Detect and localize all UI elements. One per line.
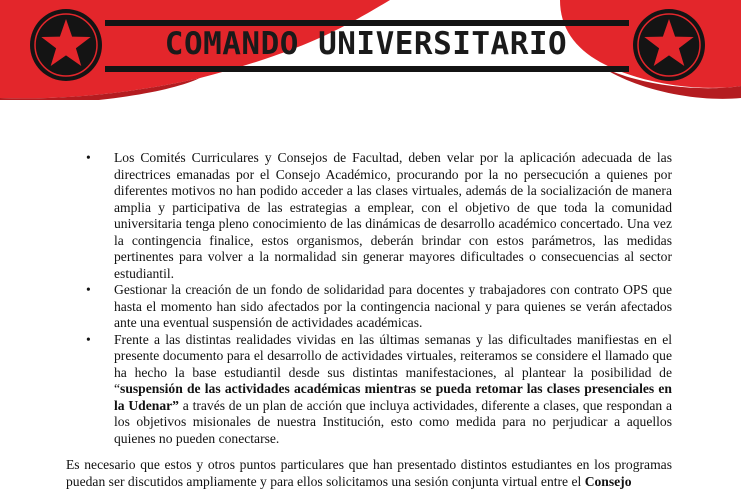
header-banner — [0, 0, 741, 100]
list-item-text: Los Comités Curriculares y Consejos de Facultad, deben velar por la aplicación adecuada de las directrices emanadas por el Consejo Académico, procurando por la no persecución a quienes por diferentes motivos no han podido acceder a las clases virtuales, además de la socialización de manera amplia y participativa de las estrategias a emplear, con el objetivo de que toda la comunidad universitaria tenga pleno conocimiento de las dinámicas de desarrollo académico concertado. Una vez la contingencia finalice, estos organismos, deberán brindar con estos parámetros, las medidas pertinentes para volver a la normalidad sin generar mayores dificultades o consecuencias al sector estudiantil. — [114, 150, 672, 281]
list-item-text-bold: suspensión de las actividades académicas mientras se pueda retomar las clases presenciales en la Udenar” — [114, 381, 672, 413]
title-bottom-rule — [105, 66, 629, 72]
left-star-emblem — [30, 9, 102, 81]
bullet-icon: • — [86, 282, 91, 297]
page-title: COMANDO UNIVERSITARIO — [164, 26, 568, 62]
bullet-list — [66, 150, 672, 447]
list-item-text: Gestionar la creación de un fondo de solidaridad para docentes y trabajadores con contrato OPS que hasta el momento han sido afectados por la contingencia nacional y para quienes se verán afectados ante una eventual suspensión de actividades académicas. — [114, 282, 672, 330]
list-item — [86, 282, 672, 332]
list-item-text-after: a través de un plan de acción que incluya actividades, diferente a clases, que respondan a los objetivos misionales de nuestra Institución, esto como medida para no perjudicar a aquellos quienes no pueden conectarse. — [114, 397, 673, 446]
bullet-icon: • — [86, 331, 91, 347]
bullet-icon: • — [86, 150, 91, 165]
list-item — [86, 331, 673, 448]
closing-paragraph — [66, 457, 672, 490]
list-item — [86, 150, 672, 282]
list-item-text-before: Frente a las distintas realidades vividas en las últimas semanas y las dificultades manifiestas en el presente documento para el desarrollo de actividades virtuales, reiteramos se considere el llamado que ha hecho la base estudiantil desde sus distintas manifestaciones, al plantear la posibilidad de “ — [114, 331, 672, 396]
closing-text: Es necesario que estos y otros puntos particulares que han presentado distintos estudiantes en los programas puedan ser discutidos ampliamente y para ellos solicitamos una sesión conjunta virtual entre el — [66, 457, 672, 489]
closing-text-bold: Consejo — [584, 473, 632, 489]
document-body — [66, 150, 672, 490]
right-star-emblem — [633, 9, 705, 81]
